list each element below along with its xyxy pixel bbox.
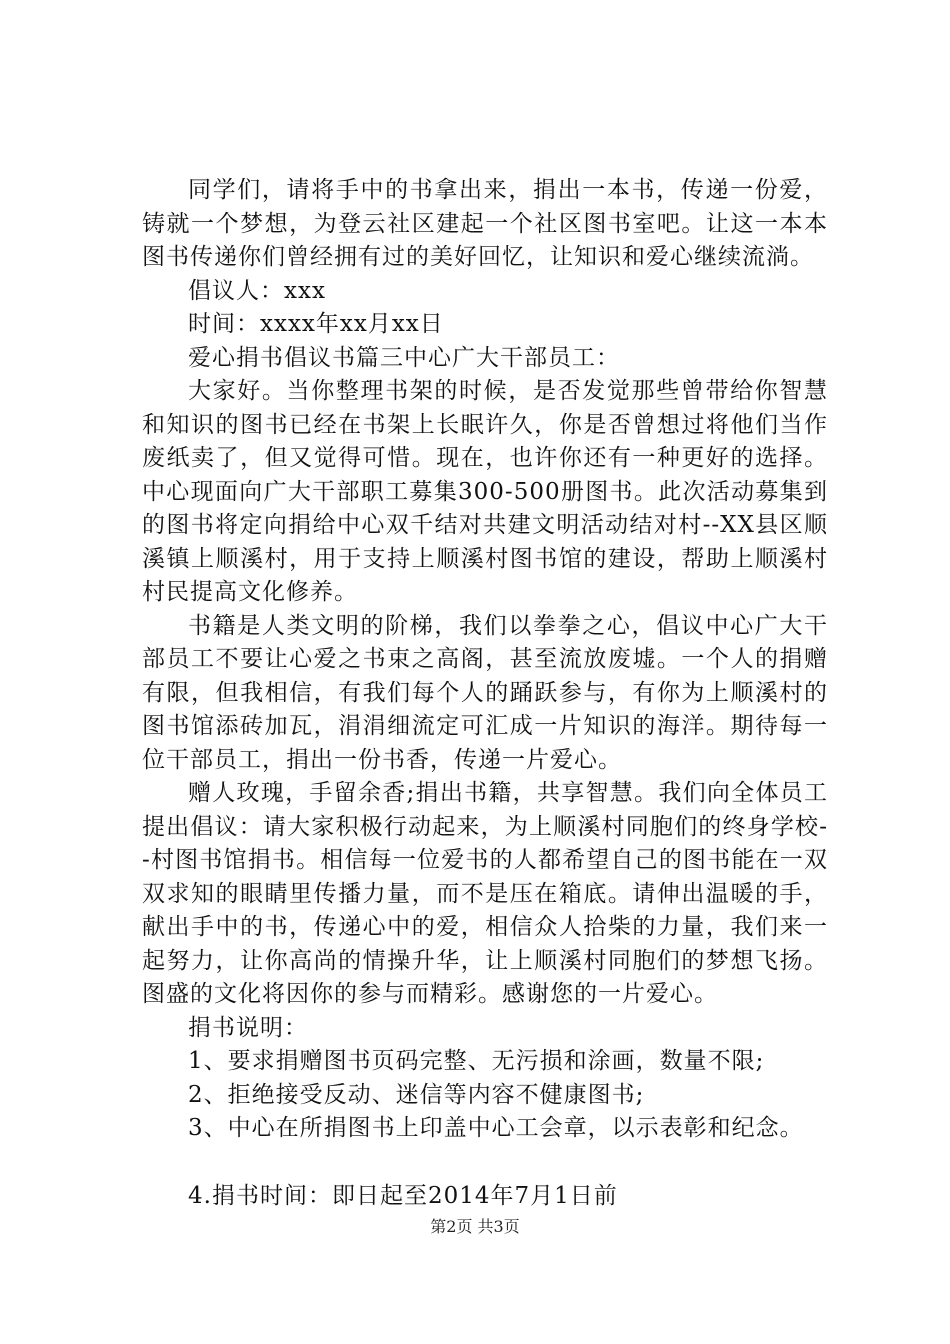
instruction-item: 1、要求捐赠图书页码完整、无污损和涂画，数量不限; — [188, 1048, 765, 1074]
document-body — [142, 174, 828, 1213]
date-line: 时间：xxxx年xx月xx日 — [188, 311, 444, 337]
instruction-item: 3、中心在所捐图书上印盖中心工会章，以示表彰和纪念。 — [188, 1115, 804, 1141]
paragraph-greeting: 大家好。当你整理书架的时候，是否发觉那些曾带给你智慧和知识的图书已经在书架上长眠许久，你是否曾想过将他们当作废纸卖了，但又觉得可惜。现在，也许你还有一种更好的选择。中心现面向广大干部职工募集300-500册图书。此次活动募集到的图书将定向捐给中心双千结对共建文明活动结对村--XX县区顺溪镇上顺溪村，用于支持上顺溪村图书馆的建设，帮助上顺溪村村民提高文化修养。 — [142, 378, 828, 605]
page-footer: 第2页 共3页 — [430, 1217, 520, 1236]
paragraph-intro: 同学们，请将手中的书拿出来，捐出一本书，传递一份爱，铸就一个梦想，为登云社区建起一个社区图书室吧。让这一本本图书传递你们曾经拥有过的美好回忆，让知识和爱心继续流淌。 — [142, 177, 828, 270]
paragraph-roses: 赠人玫瑰，手留余香;捐出书籍，共享智慧。我们向全体员工提出倡议：请大家积极行动起来，为上顺溪村同胞们的终身学校--村图书馆捐书。相信每一位爱书的人都希望自己的图书能在一双双求知的眼睛里传播力量，而不是压在箱底。请伸出温暖的手，献出手中的书，传递心中的爱，相信众人拾柴的力量，我们来一起努力，让你高尚的情操升华，让上顺溪村同胞们的梦想飞扬。图盛的文化将因你的参与而精彩。感谢您的一片爱心。 — [142, 780, 828, 1007]
instructions-heading: 捐书说明： — [188, 1014, 308, 1041]
spacer — [142, 1146, 828, 1180]
initiator-line: 倡议人：xxx — [188, 277, 326, 304]
section-heading: 爱心捐书倡议书篇三中心广大干部员工： — [188, 344, 620, 371]
paragraph-books: 书籍是人类文明的阶梯，我们以拳拳之心，倡议中心广大干部员工不要让心爱之书束之高阁，甚至流放废墟。一个人的捐赠有限，但我相信，有我们每个人的踊跃参与，有你为上顺溪村的图书馆添砖加瓦，涓涓细流定可汇成一片知识的海洋。期待每一位干部员工，捐出一份书香，传递一片爱心。 — [142, 612, 828, 773]
instruction-item: 4.捐书时间：即日起至2014年7月1日前 — [188, 1182, 618, 1209]
instruction-item: 2、拒绝接受反动、迷信等内容不健康图书; — [188, 1081, 645, 1108]
